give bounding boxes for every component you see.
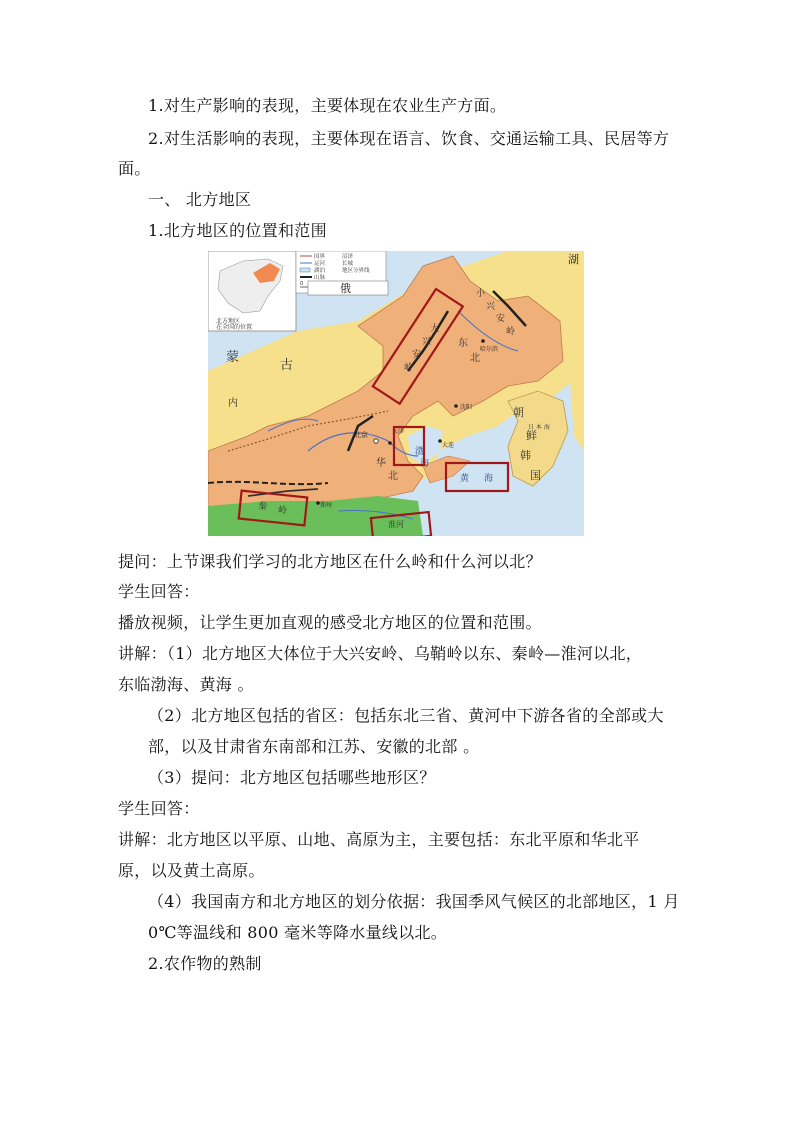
label-huabei-2: 北 (388, 471, 398, 482)
label-bohai-1: 渤 (415, 447, 425, 457)
subheading-crops: 2.农作物的熟制 (148, 954, 262, 973)
label-qinling-1: 秦 (258, 502, 268, 512)
label-bohai-2: 海 (420, 459, 430, 469)
label-dxal-4: 岭 (404, 363, 414, 373)
legend-lake-symbol (300, 268, 310, 272)
label-huabei-1: 华 (376, 458, 386, 469)
subheading-location: 1.北方地区的位置和范围 (148, 221, 327, 240)
legend-item-greatwall: 长城 (342, 261, 354, 267)
label-japan-sea: 日 本 海 (528, 424, 550, 431)
label-shenyang: 沈阳 (460, 404, 473, 411)
label-korea-1: 朝 (513, 406, 524, 419)
paragraph-video: 播放视频，让学生更加直观的感受北方地区的位置和范围。 (118, 613, 542, 632)
label-zhengzhou: 郑州 (320, 502, 333, 509)
label-xxal-4: 岭 (506, 327, 516, 337)
label-beijing: 北京 (354, 431, 368, 439)
explanation-2: （2）北方地区包括的省区：包括东北三省、黄河中下游各省的全部或大 (148, 706, 664, 725)
label-korea-s-1: 韩 (520, 449, 531, 462)
label-xxal-1: 小 (476, 289, 486, 299)
explanation-2-cont: 部，以及甘肃省东南部和江苏、安徽的北部 。 (148, 737, 480, 756)
label-dxal-2: 兴 (422, 337, 432, 347)
paragraph-life-impact: 2.对生活影响的表现，主要体现在语言、饮食、交通运输工具、民居等方 (148, 129, 670, 148)
label-korea-2: 鲜 (526, 429, 537, 442)
label-huaihe: 淮河 (388, 520, 404, 529)
question-landforms: （3）提问：北方地区包括哪些地形区？ (148, 768, 436, 787)
legend-item-boundary: 地区分界线 (342, 268, 370, 274)
inset-caption-2: 在全国的位置 (216, 324, 253, 331)
explanation-4-cont: 0℃等温线和 800 毫米等降水量线以北。 (148, 923, 448, 942)
legend-item-canal: 运河 (314, 261, 326, 267)
paragraph-production-impact: 1.对生产影响的表现，主要体现在农业生产方面。 (148, 96, 507, 115)
explanation-4: （4）我国南方和北方地区的划分依据：我国季风气候区的北部地区，1 月 (148, 892, 680, 911)
label-mongolia-2: 古 (280, 358, 294, 373)
legend-item-lake: 湖泊 (314, 268, 326, 274)
label-dongbei-2: 北 (470, 353, 480, 364)
city-dot-shenyang (454, 404, 458, 408)
label-harbin: 哈尔滨 (480, 346, 499, 353)
label-dxal-3: 安 (412, 350, 422, 360)
legend-item-mountain: 山脉 (314, 275, 326, 281)
label-korea-s-2: 国 (530, 469, 541, 482)
paragraph-life-impact-cont: 面。 (118, 159, 151, 178)
label-yellow-sea-1: 黄 (460, 474, 470, 484)
label-tianjin: 天津 (392, 428, 405, 435)
label-dxal-1: 大 (430, 324, 440, 334)
explanation-3: 讲解：北方地区以平原、山地、高原为主，主要包括：东北平原和华北平 (118, 830, 640, 849)
student-answer-2: 学生回答： (118, 799, 200, 818)
city-dot-harbin (481, 339, 485, 343)
section-heading-north: 一、 北方地区 (148, 190, 252, 209)
student-answer-1: 学生回答： (118, 582, 200, 601)
label-xxal-2: 兴 (486, 302, 496, 312)
explanation-1-cont: 东临渤海、黄海 。 (118, 675, 254, 694)
legend-item-swamp: 沼泽 (342, 254, 354, 260)
legend-scale-zero: 0 (300, 281, 304, 287)
label-yellow-sea-2: 海 (484, 474, 494, 484)
label-qinling-2: 岭 (278, 506, 288, 516)
label-inner-mongolia: 内 (228, 398, 238, 409)
north-region-map (208, 251, 584, 536)
legend-item-border: 国界 (314, 254, 326, 260)
explanation-3-cont: 原，以及黄土高原。 (118, 861, 265, 880)
label-dalian: 大连 (442, 442, 455, 449)
city-dot-beijing (374, 439, 378, 443)
question-north-boundary: 提问：上节课我们学习的北方地区在什么岭和什么河以北？ (118, 552, 542, 571)
inset-caption-1: 北方地区 (216, 318, 241, 325)
label-dongbei-1: 东 (458, 338, 468, 349)
label-mongolia-1: 蒙 (226, 350, 240, 365)
label-xxal-3: 安 (496, 314, 506, 324)
explanation-1: 讲解：（1）北方地区大体位于大兴安岭、乌鞘岭以东、秦岭—淮河以北， (118, 644, 643, 663)
label-russia: 俄 (340, 282, 351, 295)
city-dot-tianjin (388, 441, 392, 445)
label-hu: 湖 (568, 253, 579, 266)
